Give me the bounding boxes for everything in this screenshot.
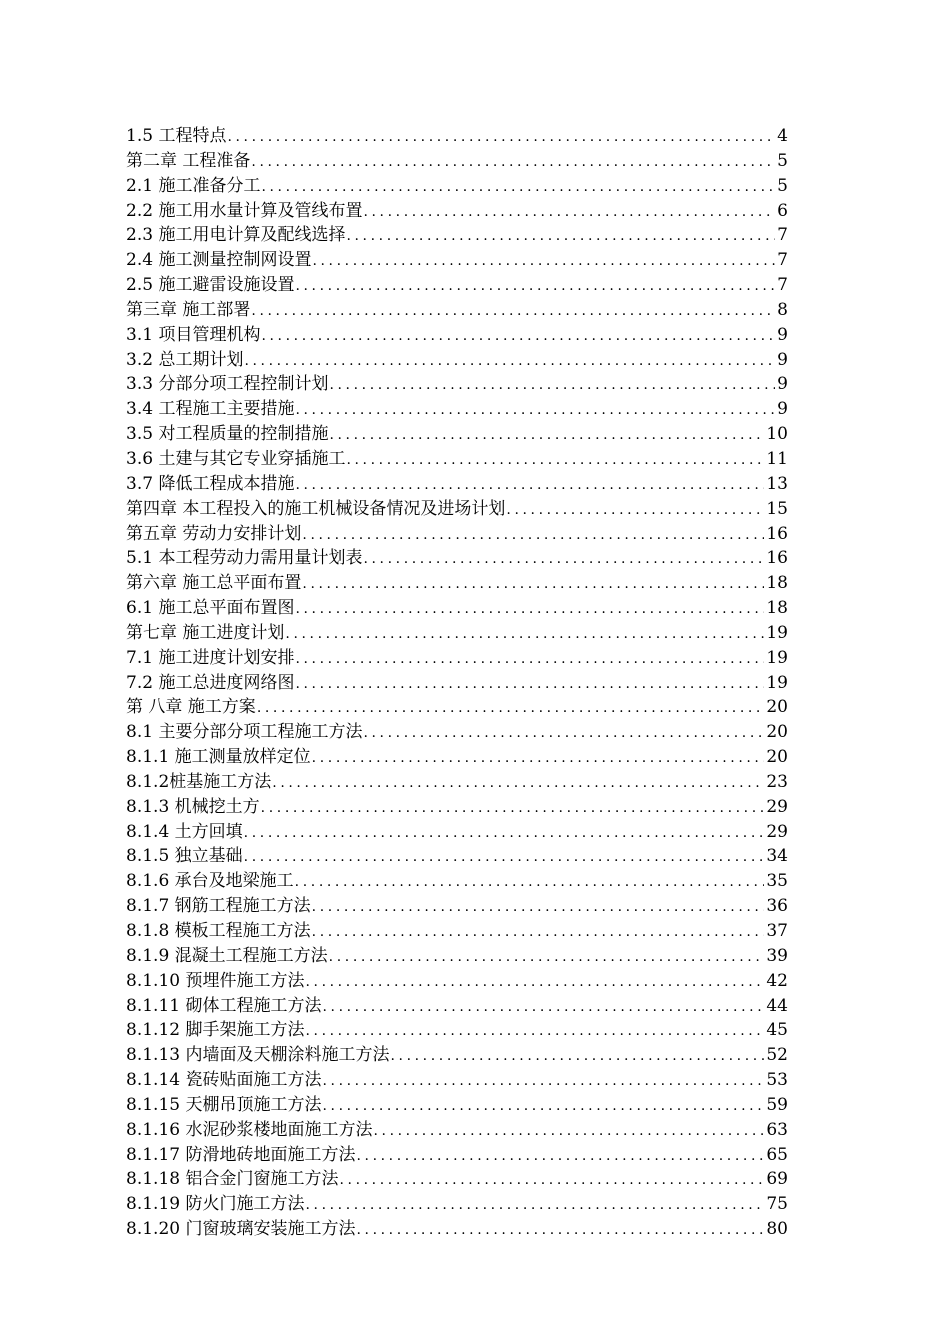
toc-entry-title: 8.1.11 砌体工程施工方法 xyxy=(126,995,322,1016)
toc-dot-leader xyxy=(261,175,775,199)
toc-entry[interactable] xyxy=(126,596,788,621)
toc-entry-page-number: 18 xyxy=(766,573,788,594)
toc-entry-page-number: 53 xyxy=(766,1070,788,1091)
toc-entry[interactable] xyxy=(126,1093,788,1118)
toc-entry-page-number: 35 xyxy=(766,871,788,892)
toc-entry-page-number: 80 xyxy=(766,1219,788,1240)
toc-dot-leader xyxy=(295,647,764,671)
toc-dot-leader xyxy=(261,324,775,348)
table-of-contents xyxy=(126,124,788,1242)
toc-entry[interactable] xyxy=(126,571,788,596)
toc-entry[interactable] xyxy=(126,745,788,770)
toc-entry-title: 3.5 对工程质量的控制措施 xyxy=(126,424,329,445)
toc-entry-title: 8.1.16 水泥砂浆楼地面施工方法 xyxy=(126,1119,373,1140)
toc-dot-leader xyxy=(346,224,775,248)
toc-dot-leader xyxy=(295,870,765,894)
toc-dot-leader xyxy=(251,150,775,174)
toc-dot-leader xyxy=(312,920,765,944)
toc-entry-title: 3.3 分部分项工程控制计划 xyxy=(126,374,329,395)
toc-entry-title: 8.1.1 施工测量放样定位 xyxy=(126,747,311,768)
toc-entry-title: 8.1.10 预埋件施工方法 xyxy=(126,970,305,991)
toc-entry-page-number: 44 xyxy=(766,995,788,1016)
toc-entry[interactable] xyxy=(126,720,788,745)
toc-dot-leader xyxy=(363,721,764,745)
toc-entry[interactable] xyxy=(126,944,788,969)
toc-dot-leader xyxy=(363,547,764,571)
toc-dot-leader xyxy=(329,423,764,447)
toc-entry[interactable] xyxy=(126,372,788,397)
toc-entry-title: 8.1.9 混凝土工程施工方法 xyxy=(126,945,328,966)
toc-entry[interactable] xyxy=(126,497,788,522)
toc-entry-page-number: 75 xyxy=(766,1194,788,1215)
toc-dot-leader xyxy=(295,274,775,298)
toc-entry-page-number: 5 xyxy=(777,150,788,171)
toc-entry-title: 3.7 降低工程成本措施 xyxy=(126,473,295,494)
toc-entry-page-number: 29 xyxy=(766,821,788,842)
toc-dot-leader xyxy=(346,448,764,472)
toc-entry-title: 2.4 施工测量控制网设置 xyxy=(126,250,312,271)
toc-dot-leader xyxy=(244,845,765,869)
toc-entry-title: 8.1.2桩基施工方法 xyxy=(126,771,272,792)
toc-dot-leader xyxy=(244,349,775,373)
toc-entry[interactable] xyxy=(126,1068,788,1093)
toc-dot-leader xyxy=(312,895,765,919)
toc-entry-title: 3.4 工程施工主要措施 xyxy=(126,399,295,420)
toc-entry-page-number: 10 xyxy=(766,424,788,445)
toc-entry-page-number: 7 xyxy=(777,250,788,271)
toc-entry-page-number: 9 xyxy=(777,399,788,420)
toc-entry[interactable] xyxy=(126,919,788,944)
toc-entry-title: 第 八章 施工方案 xyxy=(126,697,256,718)
toc-entry-page-number: 9 xyxy=(777,349,788,370)
toc-entry[interactable] xyxy=(126,472,788,497)
toc-dot-leader xyxy=(312,746,765,770)
toc-entry-page-number: 23 xyxy=(766,771,788,792)
toc-entry-title: 8.1.19 防火门施工方法 xyxy=(126,1194,305,1215)
toc-entry[interactable] xyxy=(126,348,788,373)
toc-entry-page-number: 20 xyxy=(766,697,788,718)
toc-entry-title: 3.2 总工期计划 xyxy=(126,349,244,370)
toc-entry[interactable] xyxy=(126,795,788,820)
toc-dot-leader xyxy=(322,1069,764,1093)
toc-entry-title: 8.1.13 内墙面及天棚涂料施工方法 xyxy=(126,1045,390,1066)
toc-entry-page-number: 9 xyxy=(777,374,788,395)
toc-dot-leader xyxy=(261,796,765,820)
toc-entry[interactable] xyxy=(126,844,788,869)
toc-entry-title: 2.2 施工用水量计算及管线布置 xyxy=(126,200,363,221)
toc-entry-page-number: 20 xyxy=(766,722,788,743)
toc-entry-page-number: 9 xyxy=(777,324,788,345)
toc-entry[interactable] xyxy=(126,149,788,174)
toc-entry-page-number: 37 xyxy=(766,921,788,941)
toc-entry-title: 8.1.15 天棚吊顶施工方法 xyxy=(126,1094,322,1115)
toc-entry-title: 7.1 施工进度计划安排 xyxy=(126,647,295,668)
toc-dot-leader xyxy=(295,597,764,621)
toc-entry[interactable] xyxy=(126,422,788,447)
toc-entry[interactable] xyxy=(126,174,788,199)
toc-entry-page-number: 45 xyxy=(766,1020,788,1041)
toc-entry-title: 7.2 施工总进度网络图 xyxy=(126,672,295,693)
toc-dot-leader xyxy=(302,523,764,547)
toc-entry-page-number: 15 xyxy=(766,498,788,519)
toc-entry[interactable] xyxy=(126,522,788,547)
toc-entry-title: 第四章 本工程投入的施工机械设备情况及进场计划 xyxy=(126,498,506,519)
toc-entry[interactable] xyxy=(126,770,788,795)
toc-entry-page-number: 19 xyxy=(766,672,788,693)
toc-entry-page-number: 63 xyxy=(766,1119,788,1140)
toc-entry[interactable] xyxy=(126,695,788,720)
toc-entry-page-number: 19 xyxy=(766,622,788,643)
toc-entry-title: 8.1.18 铝合金门窗施工方法 xyxy=(126,1169,339,1190)
toc-entry[interactable] xyxy=(126,124,788,149)
toc-entry[interactable] xyxy=(126,621,788,646)
toc-dot-leader xyxy=(251,299,775,323)
toc-entry-page-number: 8 xyxy=(777,299,788,320)
toc-entry-title: 5.1 本工程劳动力需用量计划表 xyxy=(126,548,363,569)
toc-dot-leader xyxy=(305,1193,764,1217)
toc-dot-leader xyxy=(339,1168,764,1192)
toc-entry[interactable] xyxy=(126,1018,788,1043)
toc-entry-page-number: 6 xyxy=(777,200,788,221)
toc-entry[interactable] xyxy=(126,671,788,696)
toc-dot-leader xyxy=(295,672,764,696)
toc-entry[interactable] xyxy=(126,1192,788,1217)
toc-entry[interactable] xyxy=(126,1143,788,1168)
toc-dot-leader xyxy=(305,1019,764,1043)
toc-entry-title: 8.1.5 独立基础 xyxy=(126,846,243,867)
toc-dot-leader xyxy=(506,498,764,522)
toc-entry[interactable] xyxy=(126,223,788,248)
toc-entry-title: 2.3 施工用电计算及配线选择 xyxy=(126,225,346,246)
toc-entry-title: 8.1.4 土方回填 xyxy=(126,821,243,842)
toc-entry[interactable] xyxy=(126,1217,788,1242)
toc-entry-page-number: 7 xyxy=(777,225,788,246)
toc-entry[interactable] xyxy=(126,646,788,671)
toc-entry-title: 8.1.17 防滑地砖地面施工方法 xyxy=(126,1144,356,1165)
toc-entry[interactable] xyxy=(126,820,788,845)
toc-entry-page-number: 4 xyxy=(777,126,788,146)
toc-entry[interactable] xyxy=(126,447,788,472)
toc-entry-title: 8.1.12 脚手架施工方法 xyxy=(126,1020,305,1041)
toc-entry[interactable] xyxy=(126,323,788,348)
toc-entry[interactable] xyxy=(126,1043,788,1068)
toc-dot-leader xyxy=(363,200,775,224)
toc-entry-title: 2.1 施工准备分工 xyxy=(126,175,261,196)
toc-dot-leader xyxy=(322,995,764,1019)
toc-dot-leader xyxy=(356,1144,764,1168)
toc-dot-leader xyxy=(257,696,765,720)
toc-dot-leader xyxy=(322,1094,764,1118)
toc-dot-leader xyxy=(227,125,775,149)
toc-dot-leader xyxy=(295,398,775,422)
toc-dot-leader xyxy=(373,1119,764,1143)
toc-entry-page-number: 29 xyxy=(766,796,788,817)
toc-entry-page-number: 59 xyxy=(766,1094,788,1115)
toc-dot-leader xyxy=(390,1044,764,1068)
toc-entry-page-number: 11 xyxy=(766,448,788,469)
toc-entry-page-number: 19 xyxy=(766,647,788,668)
toc-entry-title: 第五章 劳动力安排计划 xyxy=(126,523,302,544)
toc-entry-page-number: 13 xyxy=(766,473,788,494)
toc-entry[interactable] xyxy=(126,199,788,224)
toc-entry[interactable] xyxy=(126,969,788,994)
toc-entry-title: 第三章 施工部署 xyxy=(126,299,251,320)
toc-dot-leader xyxy=(295,473,764,497)
toc-entry-page-number: 42 xyxy=(766,970,788,991)
toc-entry[interactable] xyxy=(126,894,788,919)
toc-dot-leader xyxy=(302,572,764,596)
toc-entry-title: 6.1 施工总平面布置图 xyxy=(126,598,295,619)
toc-dot-leader xyxy=(329,945,765,969)
toc-dot-leader xyxy=(356,1218,764,1242)
toc-dot-leader xyxy=(312,249,775,273)
toc-entry[interactable] xyxy=(126,1167,788,1192)
toc-entry-page-number: 69 xyxy=(766,1169,788,1190)
toc-entry[interactable] xyxy=(126,994,788,1019)
toc-entry-title: 8.1.7 钢筋工程施工方法 xyxy=(126,896,311,917)
toc-entry-page-number: 16 xyxy=(766,523,788,544)
toc-entry-title: 3.1 项目管理机构 xyxy=(126,324,261,345)
toc-entry-page-number: 36 xyxy=(766,896,788,917)
toc-dot-leader xyxy=(272,771,764,795)
toc-entry[interactable] xyxy=(126,248,788,273)
toc-dot-leader xyxy=(244,821,765,845)
toc-entry-title: 8.1.20 门窗玻璃安装施工方法 xyxy=(126,1219,356,1240)
toc-dot-leader xyxy=(305,970,764,994)
toc-entry-page-number: 65 xyxy=(766,1144,788,1165)
toc-entry-page-number: 16 xyxy=(766,548,788,569)
toc-entry[interactable] xyxy=(126,1118,788,1143)
toc-entry-page-number: 20 xyxy=(766,747,788,768)
toc-entry[interactable] xyxy=(126,397,788,422)
toc-entry-page-number: 5 xyxy=(777,175,788,196)
toc-entry-page-number: 52 xyxy=(766,1045,788,1066)
toc-entry-title: 第二章 工程准备 xyxy=(126,150,251,171)
toc-entry[interactable] xyxy=(126,273,788,298)
toc-entry-page-number: 18 xyxy=(766,598,788,619)
toc-entry-title: 8.1.6 承台及地梁施工 xyxy=(126,871,294,892)
toc-entry-title: 8.1 主要分部分项工程施工方法 xyxy=(126,722,363,743)
toc-dot-leader xyxy=(285,622,764,646)
toc-entry-title: 1.5 工程特点 xyxy=(126,126,227,146)
toc-entry[interactable] xyxy=(126,869,788,894)
toc-entry-page-number: 34 xyxy=(766,846,788,867)
toc-entry-title: 第六章 施工总平面布置 xyxy=(126,573,302,594)
toc-entry-title: 3.6 土建与其它专业穿插施工 xyxy=(126,448,346,469)
toc-dot-leader xyxy=(329,373,775,397)
toc-entry-title: 2.5 施工避雷设施设置 xyxy=(126,275,295,296)
toc-entry[interactable] xyxy=(126,546,788,571)
toc-entry-title: 8.1.14 瓷砖贴面施工方法 xyxy=(126,1070,322,1091)
toc-entry[interactable] xyxy=(126,298,788,323)
toc-entry-page-number: 39 xyxy=(766,945,788,966)
toc-entry-title: 8.1.8 模板工程施工方法 xyxy=(126,921,311,941)
toc-entry-title: 第七章 施工进度计划 xyxy=(126,622,285,643)
toc-entry-page-number: 7 xyxy=(777,275,788,296)
toc-entry-title: 8.1.3 机械挖土方 xyxy=(126,796,260,817)
